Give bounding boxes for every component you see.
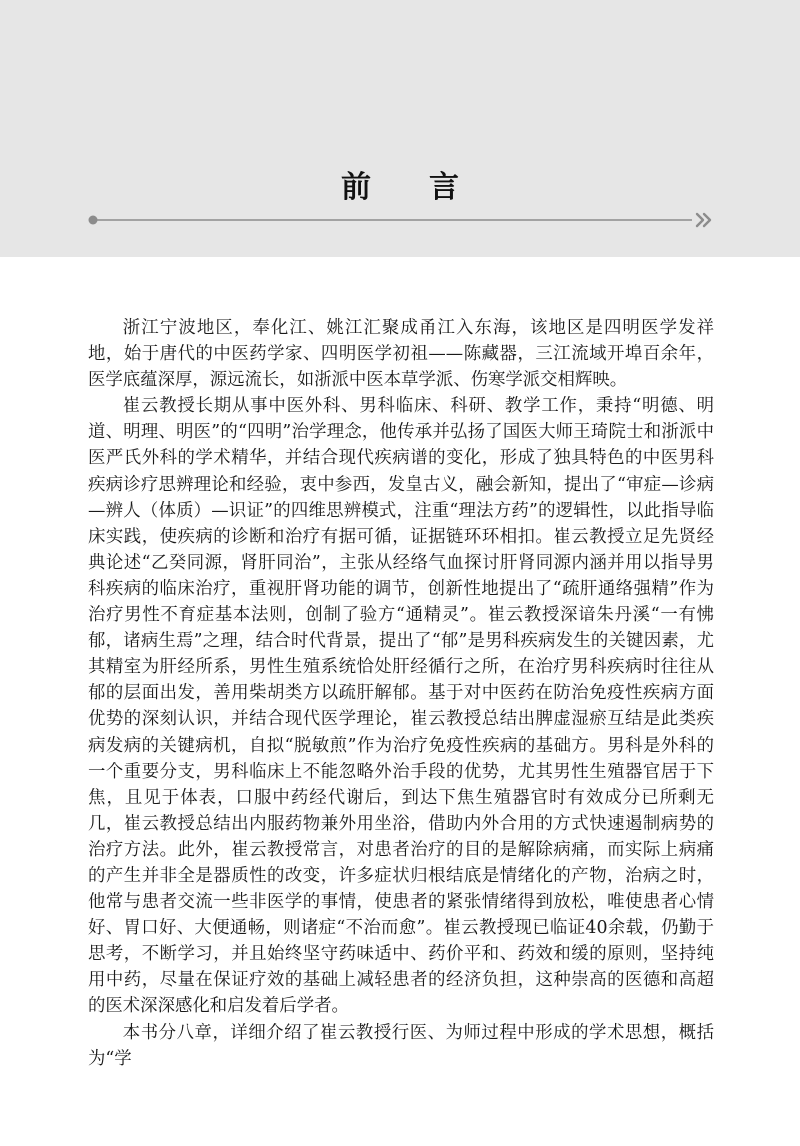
preface-body [88, 315, 714, 1072]
paragraph: 浙江宁波地区，奉化江、姚江汇聚成甬江入东海，该地区是四明医学发祥地，始于唐代的中医药学家、四明医学初祖——陈藏器，三江流域开埠百余年，医学底蕴深厚，源远流长，如浙派中医本草学派、伤寒学派交相辉映。 [88, 318, 714, 391]
double-chevron-right-icon [697, 214, 710, 226]
paragraph: 崔云教授长期从事中医外科、男科临床、科研、教学工作，秉持“明德、明道、明理、明医”的“四明”治学理念，他传承并弘扬了国医大师王琦院士和浙派中医严氏外科的学术精华，并结合现代疾病谱的变化，形成了独具特色的中医男科疾病诊疗思辨理论和经验，衷中参西，发皇古义，融会新知，提出了“审症—诊病—辨人（体质）—识证”的四维思辨模式，注重“理法方药”的逻辑性，以此指导临床实践，使疾病的诊断和治疗有据可循，证据链环环相扣。崔云教授立足先贤经典论述“乙癸同源，肾肝同治”，主张从经络气血探讨肝肾同源内涵并用以指导男科疾病的临床治疗，重视肝肾功能的调节，创新性地提出了“疏肝通络强精”作为治疗男性不育症基本法则，创制了验方“通精灵”。崔云教授深谙朱丹溪“一有怫郁，诸病生焉”之理，结合时代背景，提出了“郁”是男科疾病发生的关键因素，尤其精室为肝经所系，男性生殖系统恰处肝经循行之所，在治疗男科疾病时往往从郁的层面出发，善用柴胡类方以疏肝解郁。基于对中医药在防治免疫性疾病方面优势的深刻认识，并结合现代医学理论，崔云教授总结出脾虚湿瘀互结是此类疾病发病的关键病机，自拟“脱敏煎”作为治疗免疫性疾病的基础方。男科是外科的一个重要分支，男科临床上不能忽略外治手段的优势，尤其男性生殖器官居于下焦，且见于体表，口服中药经代谢后，到达下焦生殖器官时有效成分已所剩无几，崔云教授总结出内服药物兼外用坐浴，借助内外合用的方式快速遏制病势的治疗方法。此外，崔云教授常言，对患者治疗的目的是解除病痛，而实际上病痛的产生并非全是器质性的改变，许多症状归根结底是情绪化的产物，治病之时，他常与患者交流一些非医学的事情，使患者的紧张情绪得到放松，唯使患者心情好、胃口好、大便通畅，则诸症“不治而愈”。崔云教授现已临证40余载，仍勤于思考，不断学习，并且始终坚守药味适中、药价平和、药效和缓的原则，坚持纯用中药，尽量在保证疗效的基础上减轻患者的经济负担，这种崇高的医德和高超的医术深深感化和启发着后学者。 [88, 396, 714, 1017]
paragraph: 本书分八章，详细介绍了崔云教授行医、为师过程中形成的学术思想，概括为“学 [88, 1022, 714, 1069]
page-title: 前言 [341, 170, 517, 205]
title-divider [88, 212, 714, 228]
